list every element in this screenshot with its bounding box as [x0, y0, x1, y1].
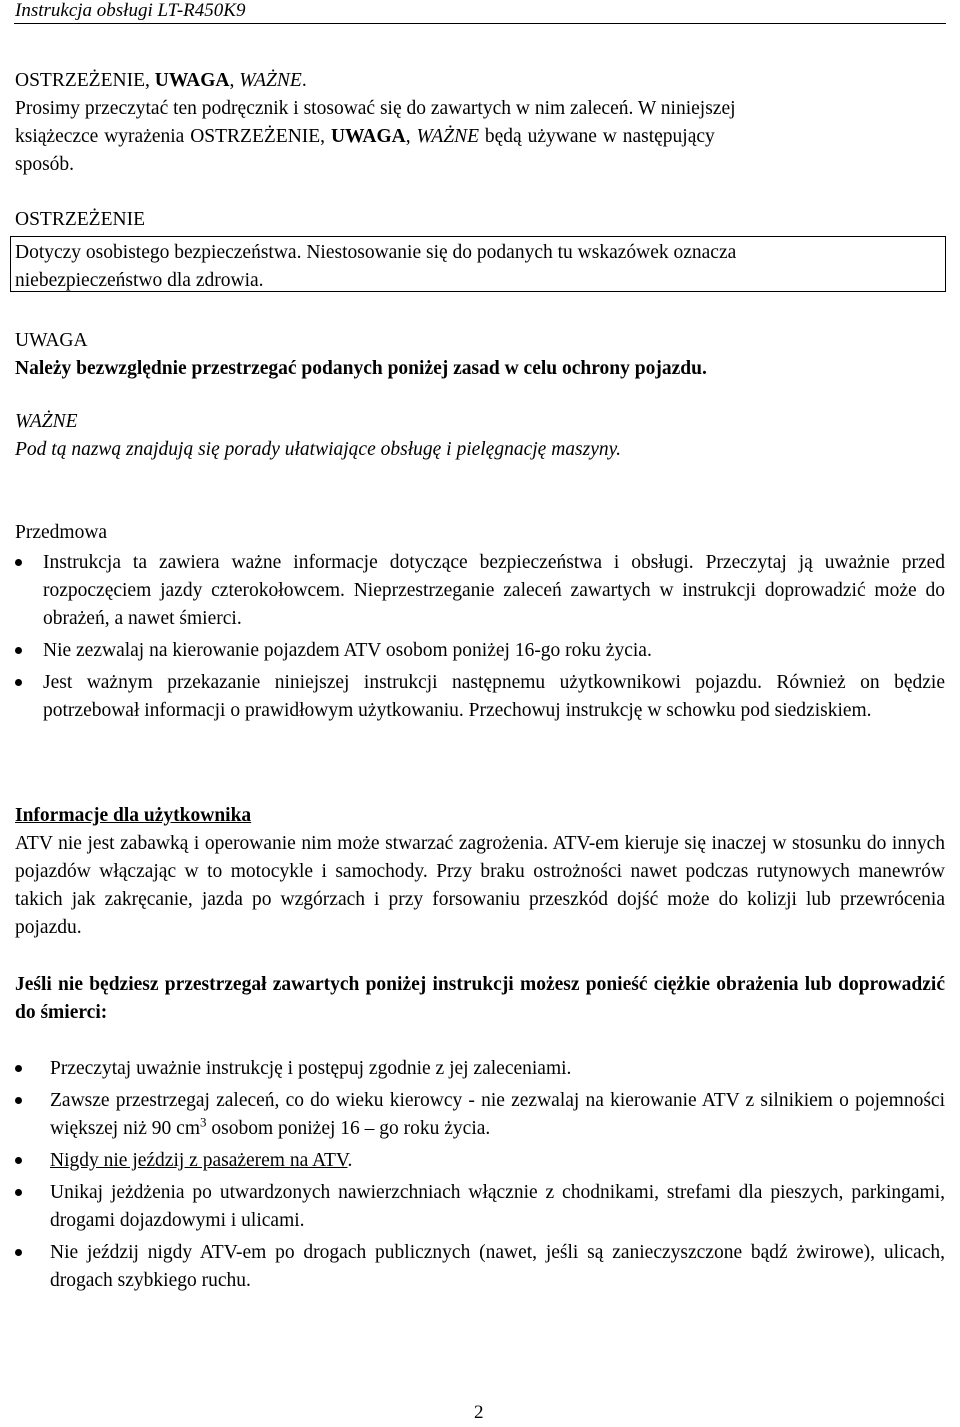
- danger-item-text: Zawsze przestrzegaj zaleceń, co do wieku kierowcy - nie zezwalaj na kierowanie ATV z silnikiem o pojemności większej niż 90 cm: [50, 1090, 945, 1139]
- danger-heading-text: Jeśli nie będziesz przestrzegał zawartych poniżej instrukcji możesz ponieść ciężkie obrażenia lub doprowadzić do śmierci:: [15, 974, 945, 1023]
- page-number: 2: [474, 1402, 484, 1423]
- superscript-cubed: 3: [200, 1114, 207, 1130]
- intro-line-3: sposób.: [15, 154, 75, 175]
- danger-item: [15, 1087, 945, 1143]
- danger-item-text: Przeczytaj uważnie instrukcję i postępuj zgodnie z jej zaleceniami.: [50, 1058, 572, 1079]
- intro-section: [15, 67, 945, 179]
- danger-item: [15, 1055, 945, 1083]
- foreword-list: [15, 549, 945, 725]
- warning-text: [15, 239, 945, 295]
- intro-line-2d: WAŻNE: [416, 126, 480, 147]
- user-info-heading-text: Informacje dla użytkownika: [15, 805, 252, 826]
- bullet-icon: [15, 679, 22, 686]
- danger-item-text-end: osobom poniżej 16 – go roku życia.: [206, 1118, 491, 1139]
- intro-line-2: [15, 123, 945, 151]
- warning-label-block: [15, 206, 945, 234]
- bullet-icon: [15, 1157, 22, 1164]
- intro-line-2e: będą używane w następujący: [479, 126, 715, 147]
- danger-item-period: .: [347, 1150, 353, 1171]
- important-text: [15, 436, 945, 464]
- danger-item-text: Unikaj jeżdżenia po utwardzonych nawierzchniach włącznie z chodnikami, strefami dla pieszych, parkingami, drogami dojazdowymi i ulicami.: [50, 1182, 945, 1231]
- foreword-item-text: Jest ważnym przekazanie niniejszej instrukcji następnemu użytkownikowi pojazdu. Również on będzie potrzebował informacji o prawidłowym użytkowaniu. Przechowuj instrukcję w schowku pod siedziskiem.: [43, 672, 945, 721]
- bullet-icon: [15, 647, 22, 654]
- danger-item: [15, 1179, 945, 1235]
- danger-heading: [15, 971, 945, 1027]
- heading-caution-word: UWAGA: [154, 70, 230, 91]
- intro-line-2c: ,: [405, 126, 417, 147]
- danger-list: [15, 1055, 945, 1295]
- foreword-item-text: Nie zezwalaj na kierowanie pojazdem ATV osobom poniżej 16-go roku życia.: [43, 640, 652, 661]
- warning-line-2: niebezpieczeństwo dla zdrowia.: [15, 270, 264, 291]
- intro-line-1: Prosimy przeczytać ten podręcznik i stosować się do zawartych w nim zaleceń. W niniejszej: [15, 98, 736, 119]
- important-label-italic: WAŻNE: [15, 411, 78, 432]
- intro-heading: [15, 67, 945, 95]
- user-info-heading: [15, 802, 945, 830]
- bullet-icon: [15, 1249, 22, 1256]
- intro-line-2b: UWAGA: [330, 126, 406, 147]
- foreword-heading: Przedmowa: [15, 522, 108, 543]
- bullet-icon: [15, 559, 22, 566]
- caution-text: [15, 355, 945, 383]
- danger-item-text: Nie jeździj nigdy ATV-em po drogach publicznych (nawet, jeśli są zanieczyszczone bądź żwirowe), ulicach, drogach szybkiego ruchu.: [50, 1242, 945, 1291]
- user-info-section: [15, 802, 945, 942]
- danger-item-text: Nigdy nie jeździj z pasażerem na ATV: [50, 1150, 348, 1171]
- heading-dot: .: [301, 70, 307, 91]
- warning-label: OSTRZEŻENIE: [15, 209, 145, 230]
- danger-section: [15, 971, 945, 1295]
- header-rule: [14, 23, 946, 24]
- danger-item: [15, 1147, 945, 1175]
- danger-item: [15, 1239, 945, 1295]
- caution-block: [15, 327, 945, 383]
- important-text-italic: Pod tą nazwą znajdują się porady ułatwiające obsługę i pielęgnację maszyny.: [15, 439, 622, 460]
- bullet-icon: [15, 1097, 22, 1104]
- caution-text-bold: Należy bezwzględnie przestrzegać podanych poniżej zasad w celu ochrony pojazdu.: [15, 358, 707, 379]
- foreword-item: [15, 637, 945, 665]
- important-label: [15, 408, 945, 436]
- caution-label: UWAGA: [15, 330, 88, 351]
- heading-important-word: WAŻNE: [239, 70, 302, 91]
- important-block: [15, 408, 945, 464]
- heading-warning-word: OSTRZEŻENIE,: [15, 70, 155, 91]
- user-info-text: ATV nie jest zabawką i operowanie nim może stwarzać zagrożenia. ATV-em kieruje się inaczej w stosunku do innych pojazdów włączając w to motocykle i samochody. Przy braku ostrożności nawet podczas rutynowych manewrów takich jak zakręcanie, jazda po wzgórzach i przy forsowaniu przeszkód dojść może do kolizji lub przewrócenia pojazdu.: [15, 833, 945, 938]
- intro-line-2a: książeczce wyrażenia OSTRZEŻENIE,: [15, 126, 331, 147]
- foreword-item-text: Instrukcja ta zawiera ważne informacje dotyczące bezpieczeństwa i obsługi. Przeczytaj ją uważnie przed rozpoczęciem jazdy czterokołowcem. Nieprzestrzeganie zaleceń zawartych w instrukcji doprowadzić może do obrażeń, a nawet śmierci.: [43, 552, 945, 629]
- foreword-item: [15, 549, 945, 633]
- document-header: Instrukcja obsługi LT-R450K9: [15, 0, 246, 21]
- bullet-icon: [15, 1189, 22, 1196]
- foreword-section: [15, 519, 945, 725]
- warning-line-1: Dotyczy osobistego bezpieczeństwa. Niestosowanie się do podanych tu wskazówek oznacza: [15, 242, 737, 263]
- bullet-icon: [15, 1065, 22, 1072]
- foreword-item: [15, 669, 945, 725]
- heading-sep: ,: [229, 70, 240, 91]
